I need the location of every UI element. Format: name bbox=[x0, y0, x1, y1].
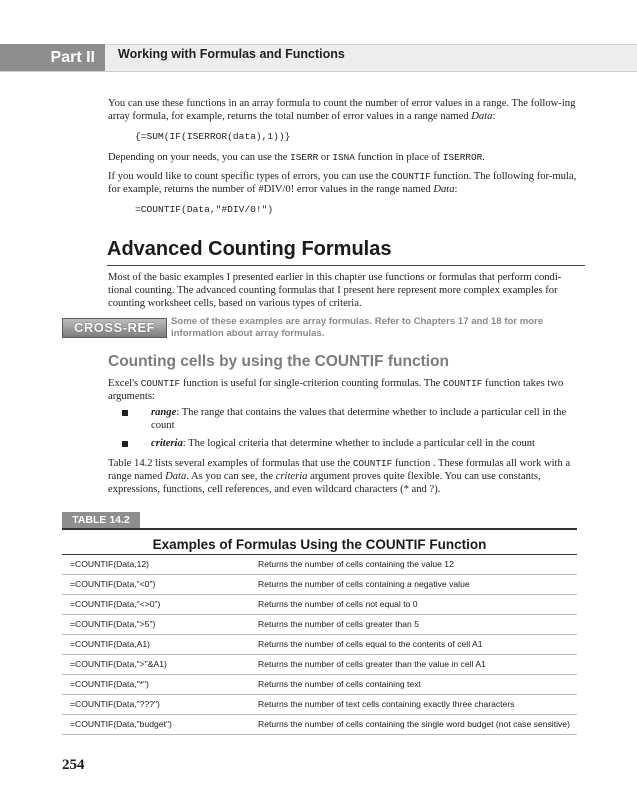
bullet-item-criteria: criteria: The logical criteria that determine whether to include a particular cell in the count bbox=[151, 438, 535, 449]
section-paragraph: Most of the basic examples I presented earlier in this chapter use functions or formulas that perform condi-tional counting. The advanced counting formulas that I present here represent more complex examples for counting worksheet cells, based on various types of criteria. bbox=[108, 272, 562, 309]
cross-ref-text: Some of these examples are array formulas. Refer to Chapters 17 and 18 for more information about array formulas. bbox=[171, 316, 544, 339]
array-formula-code: {=SUM(IF(ISERROR(data),1))} bbox=[135, 131, 291, 142]
table-row bbox=[62, 635, 577, 655]
formula-cell: =COUNTIF(Data,">"&A1) bbox=[62, 655, 250, 675]
formula-cell: =COUNTIF(Data,"budget") bbox=[62, 715, 250, 735]
table-row bbox=[62, 695, 577, 715]
intro-paragraph-2: Depending on your needs, you can use the ISERR or ISNA function in place of ISERROR. bbox=[108, 152, 485, 163]
subsection-paragraph-2: Table 14.2 lists several examples of formulas that use the COUNTIF function . These formulas all work with a range named Data. As you can see, the criteria argument proves quite flexible. You can use constants, expressions, functions, cell references, and even wildcard characters (* and ?). bbox=[108, 458, 571, 495]
table-row bbox=[62, 555, 577, 575]
table-title: Examples of Formulas Using the COUNTIF Function bbox=[152, 537, 487, 552]
table-row bbox=[62, 615, 577, 635]
part-label: Part II bbox=[0, 44, 105, 71]
table-row bbox=[62, 575, 577, 595]
table-row bbox=[62, 655, 577, 675]
bullet-marker bbox=[122, 410, 128, 416]
intro-paragraph-1: You can use these functions in an array formula to count the number of error values in a range. The follow-ing array formula, for example, returns the total number of error values in a range named Data: bbox=[108, 98, 576, 122]
description-cell: Returns the number of cells containing the value 12 bbox=[250, 555, 577, 575]
chapter-title: Working with Formulas and Functions bbox=[118, 47, 345, 61]
subsection-title: Counting cells by using the COUNTIF function bbox=[108, 353, 449, 370]
description-cell: Returns the number of cells greater than 5 bbox=[250, 615, 577, 635]
formula-cell: =COUNTIF(Data,">5") bbox=[62, 615, 250, 635]
countif-examples-table bbox=[62, 555, 577, 735]
description-cell: Returns the number of cells containing a negative value bbox=[250, 575, 577, 595]
countif-div0-code: =COUNTIF(Data,"#DIV/0!") bbox=[135, 204, 274, 215]
description-cell: Returns the number of cells containing the single word budget (not case sensitive) bbox=[250, 715, 577, 735]
formula-cell: =COUNTIF(Data,"<0") bbox=[62, 575, 250, 595]
table-row bbox=[62, 675, 577, 695]
formula-cell: =COUNTIF(Data,"*") bbox=[62, 675, 250, 695]
description-cell: Returns the number of cells containing text bbox=[250, 675, 577, 695]
description-cell: Returns the number of cells greater than the value in cell A1 bbox=[250, 655, 577, 675]
table-top-rule bbox=[62, 528, 577, 530]
bullet-item-range: range: The range that contains the values that determine whether to include a particular cell in the count bbox=[151, 407, 567, 431]
page-number: 254 bbox=[62, 757, 85, 773]
formula-cell: =COUNTIF(Data,A1) bbox=[62, 635, 250, 655]
section-title: Advanced Counting Formulas bbox=[107, 238, 392, 260]
intro-paragraph-3: If you would like to count specific types of errors, you can use the COUNTIF function. The following for-mula, for example, returns the number of #DIV/0! error values in the range named Data: bbox=[108, 171, 577, 195]
section-rule bbox=[107, 265, 585, 266]
formula-cell: =COUNTIF(Data,12) bbox=[62, 555, 250, 575]
description-cell: Returns the number of cells not equal to 0 bbox=[250, 595, 577, 615]
description-cell: Returns the number of cells equal to the contents of cell A1 bbox=[250, 635, 577, 655]
description-cell: Returns the number of text cells containing exactly three characters bbox=[250, 695, 577, 715]
table-badge: TABLE 14.2 bbox=[62, 512, 140, 528]
formula-cell: =COUNTIF(Data,"<>0") bbox=[62, 595, 250, 615]
table-row bbox=[62, 715, 577, 735]
bullet-marker bbox=[122, 441, 128, 447]
subsection-paragraph-1: Excel's COUNTIF function is useful for single-criterion counting formulas. The COUNTIF function takes two arguments: bbox=[108, 378, 564, 402]
cross-ref-badge: CROSS-REF bbox=[62, 318, 167, 338]
formula-cell: =COUNTIF(Data,"???") bbox=[62, 695, 250, 715]
table-row bbox=[62, 595, 577, 615]
